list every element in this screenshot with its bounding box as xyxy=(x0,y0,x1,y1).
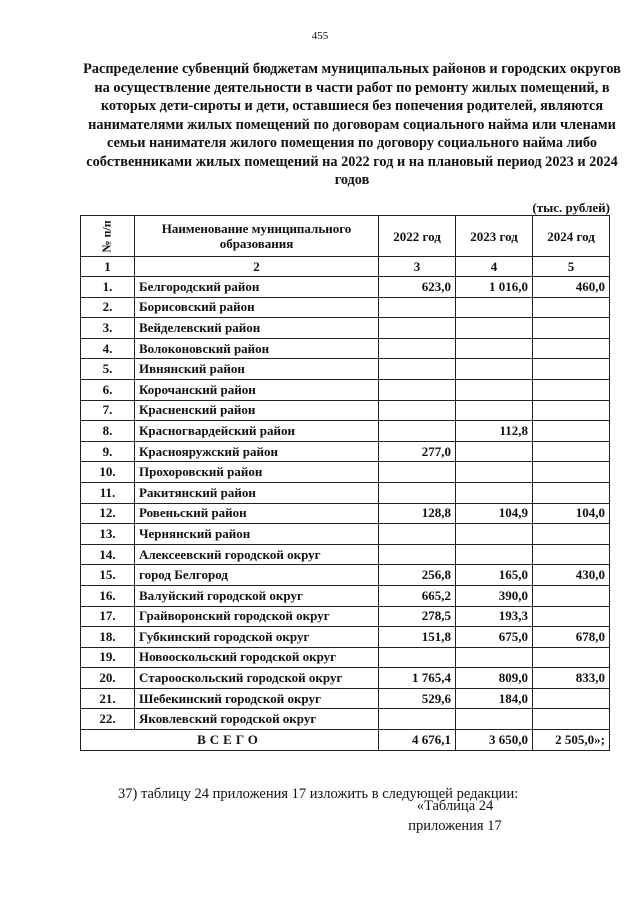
row-number: 16. xyxy=(81,585,135,606)
table-row xyxy=(81,462,610,483)
value-2022 xyxy=(379,338,456,359)
value-2023: 193,3 xyxy=(456,606,533,627)
header-2023: 2023 год xyxy=(456,216,533,257)
value-2023 xyxy=(456,338,533,359)
value-2022 xyxy=(379,544,456,565)
value-2024 xyxy=(533,524,610,545)
row-number: 12. xyxy=(81,503,135,524)
column-number: 1 xyxy=(81,257,135,277)
value-2024 xyxy=(533,709,610,730)
district-name: Шебекинский городской округ xyxy=(135,688,379,709)
table-row xyxy=(81,482,610,503)
row-number: 15. xyxy=(81,565,135,586)
value-2024 xyxy=(533,688,610,709)
row-number: 7. xyxy=(81,400,135,421)
table-row xyxy=(81,297,610,318)
district-name: Алексеевский городской округ xyxy=(135,544,379,565)
total-label: ВСЕГО xyxy=(81,730,379,751)
value-2023 xyxy=(456,400,533,421)
value-2022: 1 765,4 xyxy=(379,668,456,689)
district-name: Белгородский район xyxy=(135,277,379,298)
table-row xyxy=(81,359,610,380)
value-2024 xyxy=(533,544,610,565)
district-name: Красненский район xyxy=(135,400,379,421)
table-row xyxy=(81,565,610,586)
row-number: 3. xyxy=(81,318,135,339)
value-2023 xyxy=(456,441,533,462)
value-2024 xyxy=(533,400,610,421)
value-2022 xyxy=(379,524,456,545)
row-number: 22. xyxy=(81,709,135,730)
subsidy-table xyxy=(80,215,610,751)
value-2024 xyxy=(533,441,610,462)
district-name: Краснояружский район xyxy=(135,441,379,462)
total-2024: 2 505,0»; xyxy=(533,730,610,751)
value-2022: 278,5 xyxy=(379,606,456,627)
row-number: 14. xyxy=(81,544,135,565)
header-number-label: № п/п xyxy=(99,220,114,253)
table-row xyxy=(81,709,610,730)
value-2022: 277,0 xyxy=(379,441,456,462)
district-name: Валуйский городской округ xyxy=(135,585,379,606)
value-2022 xyxy=(379,482,456,503)
header-2022: 2022 год xyxy=(379,216,456,257)
table-row xyxy=(81,503,610,524)
value-2022 xyxy=(379,318,456,339)
table-reference xyxy=(400,796,510,836)
table-row xyxy=(81,606,610,627)
value-2022: 623,0 xyxy=(379,277,456,298)
district-name: Красногвардейский район xyxy=(135,421,379,442)
row-number: 17. xyxy=(81,606,135,627)
value-2022: 128,8 xyxy=(379,503,456,524)
value-2022: 256,8 xyxy=(379,565,456,586)
value-2023: 112,8 xyxy=(456,421,533,442)
district-name: Губкинский городской округ xyxy=(135,627,379,648)
document-title: Распределение субвенций бюджетам муниципальных районов и городских округов на осуществление деятельности в части работ по ремонту жилых помещений, в которых дети-сироты и дети, оставшиеся без попечения родителей, являются нанимателями жилых помещений по договорам социального найма или членами семьи нанимателя жилого помещения по договору социального найма либо собственниками жилых помещений на 2022 год и на плановый период 2023 и 2024 годов xyxy=(83,61,621,188)
total-2023: 3 650,0 xyxy=(456,730,533,751)
row-number: 18. xyxy=(81,627,135,648)
value-2023 xyxy=(456,709,533,730)
district-name: Прохоровский район xyxy=(135,462,379,483)
value-2022: 529,6 xyxy=(379,688,456,709)
value-2024 xyxy=(533,421,610,442)
district-name: Вейделевский район xyxy=(135,318,379,339)
value-2023: 809,0 xyxy=(456,668,533,689)
total-2022: 4 676,1 xyxy=(379,730,456,751)
value-2023 xyxy=(456,482,533,503)
value-2022 xyxy=(379,379,456,400)
value-2023 xyxy=(456,379,533,400)
table-row xyxy=(81,277,610,298)
row-number: 10. xyxy=(81,462,135,483)
row-number: 20. xyxy=(81,668,135,689)
table-row xyxy=(81,400,610,421)
table-row xyxy=(81,524,610,545)
value-2023: 104,9 xyxy=(456,503,533,524)
value-2023 xyxy=(456,647,533,668)
value-2023: 1 016,0 xyxy=(456,277,533,298)
value-2024 xyxy=(533,338,610,359)
row-number: 5. xyxy=(81,359,135,380)
value-2023: 390,0 xyxy=(456,585,533,606)
row-number: 6. xyxy=(81,379,135,400)
district-name: Волоконовский район xyxy=(135,338,379,359)
value-2022 xyxy=(379,421,456,442)
table-row xyxy=(81,379,610,400)
value-2022 xyxy=(379,647,456,668)
value-2024 xyxy=(533,647,610,668)
value-2024: 833,0 xyxy=(533,668,610,689)
column-number: 3 xyxy=(379,257,456,277)
row-number: 21. xyxy=(81,688,135,709)
table-row xyxy=(81,647,610,668)
column-numbers-row xyxy=(81,257,610,277)
row-number: 4. xyxy=(81,338,135,359)
row-number: 13. xyxy=(81,524,135,545)
value-2022 xyxy=(379,297,456,318)
value-2024 xyxy=(533,379,610,400)
value-2024: 104,0 xyxy=(533,503,610,524)
value-2022 xyxy=(379,400,456,421)
units-label: (тыс. рублей) xyxy=(532,200,610,215)
column-number: 2 xyxy=(135,257,379,277)
row-number: 9. xyxy=(81,441,135,462)
table-row xyxy=(81,544,610,565)
value-2023 xyxy=(456,462,533,483)
district-name: Ракитянский район xyxy=(135,482,379,503)
district-name: город Белгород xyxy=(135,565,379,586)
value-2022: 151,8 xyxy=(379,627,456,648)
value-2024: 430,0 xyxy=(533,565,610,586)
value-2023 xyxy=(456,318,533,339)
row-number: 19. xyxy=(81,647,135,668)
amendment-text: 37) таблицу 24 приложения 17 изложить в следующей редакции: xyxy=(118,786,519,802)
value-2024 xyxy=(533,606,610,627)
table-row xyxy=(81,318,610,339)
value-2023: 675,0 xyxy=(456,627,533,648)
district-name: Чернянский район xyxy=(135,524,379,545)
district-name: Новооскольский городской округ xyxy=(135,647,379,668)
table-reference-line1: «Таблица 24 xyxy=(416,798,494,814)
value-2024: 678,0 xyxy=(533,627,610,648)
value-2022: 665,2 xyxy=(379,585,456,606)
header-2024: 2024 год xyxy=(533,216,610,257)
table-row xyxy=(81,421,610,442)
value-2023 xyxy=(456,359,533,380)
district-name: Старооскольский городской округ xyxy=(135,668,379,689)
row-number: 8. xyxy=(81,421,135,442)
value-2024 xyxy=(533,482,610,503)
row-number: 2. xyxy=(81,297,135,318)
value-2024 xyxy=(533,359,610,380)
table-row xyxy=(81,585,610,606)
table-header-row xyxy=(81,216,610,257)
header-number xyxy=(81,216,135,257)
total-row xyxy=(81,730,610,751)
value-2022 xyxy=(379,359,456,380)
district-name: Грайворонский городской округ xyxy=(135,606,379,627)
value-2022 xyxy=(379,462,456,483)
value-2023: 184,0 xyxy=(456,688,533,709)
table-row xyxy=(81,338,610,359)
page-number: 455 xyxy=(311,30,329,42)
value-2024 xyxy=(533,297,610,318)
value-2024 xyxy=(533,318,610,339)
value-2022 xyxy=(379,709,456,730)
table-row xyxy=(81,668,610,689)
district-name: Ровеньский район xyxy=(135,503,379,524)
table-row xyxy=(81,627,610,648)
row-number: 11. xyxy=(81,482,135,503)
column-number: 5 xyxy=(533,257,610,277)
table-row xyxy=(81,688,610,709)
value-2024: 460,0 xyxy=(533,277,610,298)
district-name: Ивнянский район xyxy=(135,359,379,380)
table-row xyxy=(81,441,610,462)
value-2024 xyxy=(533,585,610,606)
row-number: 1. xyxy=(81,277,135,298)
district-name: Борисовский район xyxy=(135,297,379,318)
column-number: 4 xyxy=(456,257,533,277)
value-2023 xyxy=(456,544,533,565)
value-2023 xyxy=(456,524,533,545)
value-2023: 165,0 xyxy=(456,565,533,586)
table-reference-line2: приложения 17 xyxy=(408,818,502,834)
value-2024 xyxy=(533,462,610,483)
district-name: Корочанский район xyxy=(135,379,379,400)
header-name: Наименование муниципального образования xyxy=(135,216,379,257)
value-2023 xyxy=(456,297,533,318)
district-name: Яковлевский городской округ xyxy=(135,709,379,730)
